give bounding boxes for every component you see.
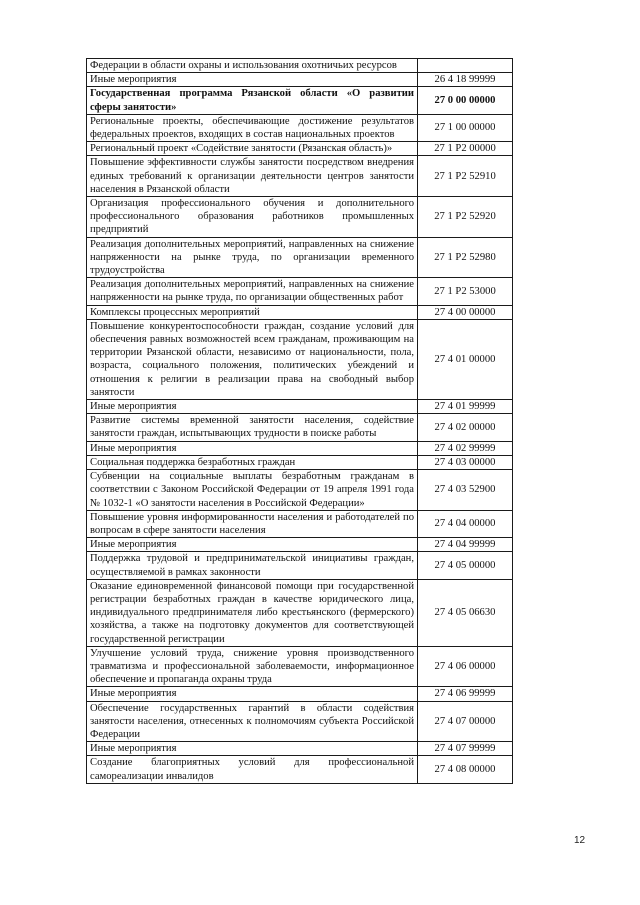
row-name-cell: Реализация дополнительных мероприятий, направленных на снижение напряженности на рынке труда, по организации общественных работ <box>87 278 418 305</box>
row-code-cell: 27 4 08 00000 <box>418 756 513 783</box>
table-row <box>87 701 513 742</box>
row-name-cell: Иные мероприятия <box>87 400 418 414</box>
row-code-cell: 27 4 03 52900 <box>418 470 513 511</box>
row-name-cell: Развитие системы временной занятости населения, содействие занятости граждан, испытывающих трудности в поиске работы <box>87 414 418 441</box>
row-code-cell: 27 1 P2 52920 <box>418 197 513 238</box>
row-name-cell: Иные мероприятия <box>87 538 418 552</box>
row-name-cell: Повышение уровня информированности населения и работодателей по вопросам в сфере занятости населения <box>87 510 418 537</box>
row-code-cell: 27 4 07 00000 <box>418 701 513 742</box>
table-row <box>87 319 513 399</box>
table-row <box>87 237 513 278</box>
row-name-cell: Поддержка трудовой и предпринимательской инициативы граждан, осуществляемой в рамках законности <box>87 552 418 579</box>
row-code-cell: 27 1 P2 52910 <box>418 156 513 197</box>
table-row <box>87 510 513 537</box>
row-code-cell: 27 0 00 00000 <box>418 87 513 114</box>
row-code-cell: 27 4 06 00000 <box>418 646 513 687</box>
table-row <box>87 687 513 701</box>
row-code-cell: 27 1 P2 00000 <box>418 142 513 156</box>
row-code-cell: 26 4 18 99999 <box>418 73 513 87</box>
table-row <box>87 197 513 238</box>
row-name-cell: Оказание единовременной финансовой помощи при государственной регистрации безработных граждан в качестве юридического лица, индивидуального предпринимателя либо крестьянского (фермерского) хозяйства, а также на подготовку документов для соответствующей государственной регистрации <box>87 579 418 646</box>
row-code-cell: 27 4 06 99999 <box>418 687 513 701</box>
row-name-cell: Иные мероприятия <box>87 73 418 87</box>
table-row <box>87 278 513 305</box>
row-code-cell <box>418 59 513 73</box>
table-row <box>87 742 513 756</box>
row-code-cell: 27 4 04 00000 <box>418 510 513 537</box>
table-row <box>87 142 513 156</box>
table-row <box>87 455 513 469</box>
row-code-cell: 27 4 01 00000 <box>418 319 513 399</box>
table-row <box>87 414 513 441</box>
table-row <box>87 646 513 687</box>
row-name-cell: Повышение конкурентоспособности граждан, создание условий для обеспечения равных возможностей всем гражданам, проживающим на территории Рязанской области, независимо от национальности, пола, возраста, социального положения, политических убеждений и отношения к религии в реализации права на свободный выбор занятости <box>87 319 418 399</box>
row-code-cell: 27 4 01 99999 <box>418 400 513 414</box>
row-name-cell: Реализация дополнительных мероприятий, направленных на снижение напряженности на рынке труда, по организации временного трудоустройства <box>87 237 418 278</box>
table-row <box>87 552 513 579</box>
row-name-cell: Улучшение условий труда, снижение уровня производственного травматизма и профессиональной заболеваемости, информационное обеспечение и пропаганда охраны труда <box>87 646 418 687</box>
row-code-cell: 27 4 05 06630 <box>418 579 513 646</box>
row-code-cell: 27 1 P2 53000 <box>418 278 513 305</box>
table-row <box>87 305 513 319</box>
row-code-cell: 27 4 05 00000 <box>418 552 513 579</box>
row-code-cell: 27 1 00 00000 <box>418 114 513 141</box>
table-row <box>87 156 513 197</box>
row-name-cell: Региональный проект «Содействие занятости (Рязанская область)» <box>87 142 418 156</box>
table-body <box>87 59 513 784</box>
row-name-cell: Организация профессионального обучения и дополнительного профессионального образования работников промышленных предприятий <box>87 197 418 238</box>
row-code-cell: 27 4 04 99999 <box>418 538 513 552</box>
page-number: 12 <box>574 835 586 846</box>
row-name-cell: Иные мероприятия <box>87 441 418 455</box>
row-name-cell: Комплексы процессных мероприятий <box>87 305 418 319</box>
table-row <box>87 470 513 511</box>
row-name-cell: Обеспечение государственных гарантий в области содействия занятости населения, отнесенных к полномочиям субъекта Российской Федерации <box>87 701 418 742</box>
table-row <box>87 59 513 73</box>
table-row <box>87 441 513 455</box>
row-name-cell: Повышение эффективности службы занятости посредством внедрения единых требований к организации деятельности центров занятости населения в Рязанской области <box>87 156 418 197</box>
row-name-cell: Региональные проекты, обеспечивающие достижение результатов федеральных проектов, входящих в состав национальных проектов <box>87 114 418 141</box>
row-code-cell: 27 4 07 99999 <box>418 742 513 756</box>
table-row <box>87 114 513 141</box>
table-row <box>87 73 513 87</box>
row-name-cell: Федерации в области охраны и использования охотничьих ресурсов <box>87 59 418 73</box>
row-name-cell: Иные мероприятия <box>87 742 418 756</box>
table-row <box>87 579 513 646</box>
row-name-cell: Создание благоприятных условий для профессиональной самореализации инвалидов <box>87 756 418 783</box>
table-row <box>87 538 513 552</box>
row-name-cell: Иные мероприятия <box>87 687 418 701</box>
table-row <box>87 756 513 783</box>
row-code-cell: 27 4 02 00000 <box>418 414 513 441</box>
row-code-cell: 27 1 P2 52980 <box>418 237 513 278</box>
row-code-cell: 27 4 03 00000 <box>418 455 513 469</box>
row-code-cell: 27 4 00 00000 <box>418 305 513 319</box>
row-code-cell: 27 4 02 99999 <box>418 441 513 455</box>
row-name-cell: Субвенции на социальные выплаты безработным гражданам в соответствии с Законом Российской Федерации от 19 апреля 1991 года № 1032-1 «О занятости населения в Российской Федерации» <box>87 470 418 511</box>
row-name-cell: Государственная программа Рязанской области «О развитии сферы занятости» <box>87 87 418 114</box>
table-row <box>87 87 513 114</box>
budget-classification-table <box>86 58 513 784</box>
table-row <box>87 400 513 414</box>
row-name-cell: Социальная поддержка безработных граждан <box>87 455 418 469</box>
